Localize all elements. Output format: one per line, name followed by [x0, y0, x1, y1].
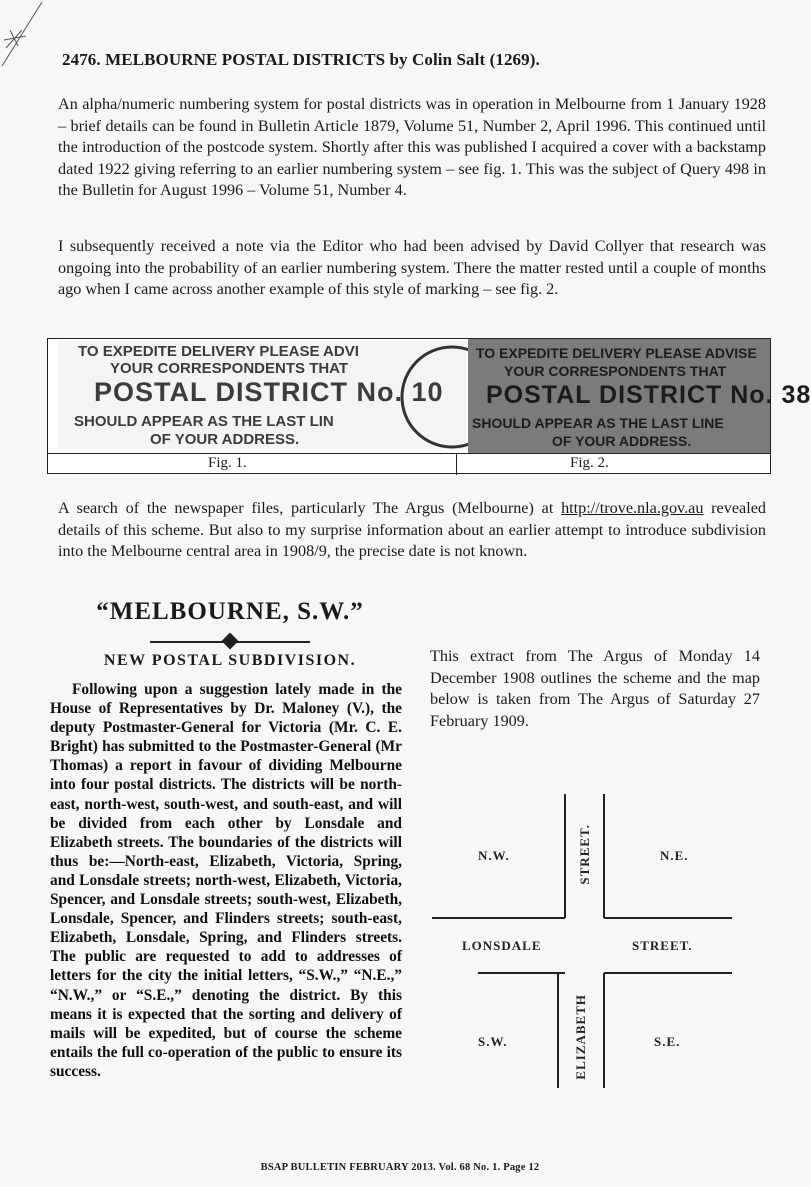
fig1-line5: OF YOUR ADDRESS. [150, 431, 300, 448]
fig2-line2: YOUR CORRESPONDENTS THAT [504, 363, 727, 379]
fig1-cancel-ring [390, 341, 470, 449]
caption-divider [456, 454, 457, 475]
paragraph-intro: An alpha/numeric numbering system for postal districts was in operation in Melbourne from 1 January 1928 – brief details can be found in Bulletin Article 1879, Volume 51, Number 2, April 1996. This continued until the introduction of the postcode system. Shortly after this was published I acquired a cover with a backstamp dated 1922 giving referring to an earlier numbering system – see fig. 1. This was the subject of Query 498 in the Bulletin for August 1996 – Volume 51, Number 4. [58, 95, 766, 199]
fig1-line1: TO EXPEDITE DELIVERY PLEASE ADVI [78, 343, 359, 360]
map-label-ne: N.E. [660, 848, 689, 863]
newspaper-clipping [50, 590, 410, 1140]
fig1-caption: Fig. 1. [208, 455, 247, 471]
clipping-diamond [222, 633, 239, 650]
fig2-line1: TO EXPEDITE DELIVERY PLEASE ADVISE [476, 345, 757, 361]
map-label-nw: N.W. [478, 848, 510, 863]
fig2-line3: POSTAL DISTRICT No. 38 [486, 381, 811, 409]
clipping-headline: “MELBOURNE, S.W.” [96, 598, 364, 625]
map-label-elizabeth: ELIZABETH [573, 994, 588, 1080]
fig1-line2: YOUR CORRESPONDENTS THAT [110, 360, 349, 377]
fig1-postmark [58, 341, 466, 449]
figure-images [48, 339, 811, 453]
fig1-line3: POSTAL DISTRICT No. 10 [94, 377, 444, 407]
fig2-line4: SHOULD APPEAR AS THE LAST LINE [472, 415, 724, 431]
paragraph-note: I subsequently received a note via the Editor who had been advised by David Collyer that research was ongoing into the probability of an earlier numbering system. There the matter rested until a couple of months ago when I came across another example of this style of marking – see fig. 2. [58, 237, 766, 298]
fig1-line4: SHOULD APPEAR AS THE LAST LIN [74, 413, 334, 430]
map-label-street-horizontal: STREET. [632, 938, 693, 953]
p3-before: A search of the newspaper files, particularly The Argus (Melbourne) at [58, 499, 562, 517]
fig2-caption: Fig. 2. [570, 455, 609, 471]
extract-paragraph: This extract from The Argus of Monday 14 December 1908 outlines the scheme and the map below is taken from The Argus of Saturday 27 February 1909. [430, 647, 760, 730]
fig2-postmark [468, 339, 811, 453]
fig2-line5: OF YOUR ADDRESS. [552, 433, 692, 449]
map-label-street-vertical: STREET. [577, 824, 592, 885]
map-label-sw: S.W. [478, 1034, 508, 1049]
map-label-lonsdale: LONSDALE [462, 938, 542, 953]
corner-scribble [0, 0, 60, 70]
p3-after: revealed details of this scheme. But also to my surprise information about an earlier attempt to introduce subdivision into the Melbourne central area in 1908/9, the precise date is not known. [58, 499, 766, 560]
page-footer: BSAP BULLETIN FEBRUARY 2013. Vol. 68 No. 1. Page 12 [260, 1162, 540, 1173]
trove-link[interactable]: http://trove.nla.gov.au [561, 499, 704, 517]
paragraph-search [58, 498, 766, 563]
map-label-se: S.E. [654, 1034, 681, 1049]
article-title: 2476. MELBOURNE POSTAL DISTRICTS by Colin Salt (1269). [62, 50, 540, 69]
figure-table [47, 338, 811, 474]
clipping-subhead: NEW POSTAL SUBDIVISION. [103, 652, 357, 669]
clipping-body-text: Following upon a suggestion lately made in the House of Representatives by Dr. Maloney (V.), the deputy Postmaster-General for Victoria (Mr. C. E. Bright) has submitted to the Postmaster-General (Mr Thomas) a report in favour of dividing Melbourne into four postal districts. The districts will be north-east, north-west, south-west, and south-east, and will be divided from each other by Lonsdale and Elizabeth streets. The boundaries of the districts will thus be:—North-east, Elizabeth, Victoria, Spring, and Lonsdale streets; north-west, Elizabeth, Victoria, Spencer, and Lonsdale streets; south-west, Elizabeth, Lonsdale, Spencer, and Flinders streets; south-east, Elizabeth, Lonsdale, Spring, and Flinders streets. The public are requested to add to addresses of letters for the city the initial letters, “S.W.,” “N.E.,” “N.W.,” or “S.E.,” denoting the district. By this means it is expected that the sorting and delivery of mails will be expedited, but of course the scheme entails the full co-operation of the public to ensure its success. [50, 681, 402, 1080]
district-map [432, 768, 772, 1088]
clipping-body [50, 680, 402, 1081]
figure-caption-row [48, 453, 770, 475]
